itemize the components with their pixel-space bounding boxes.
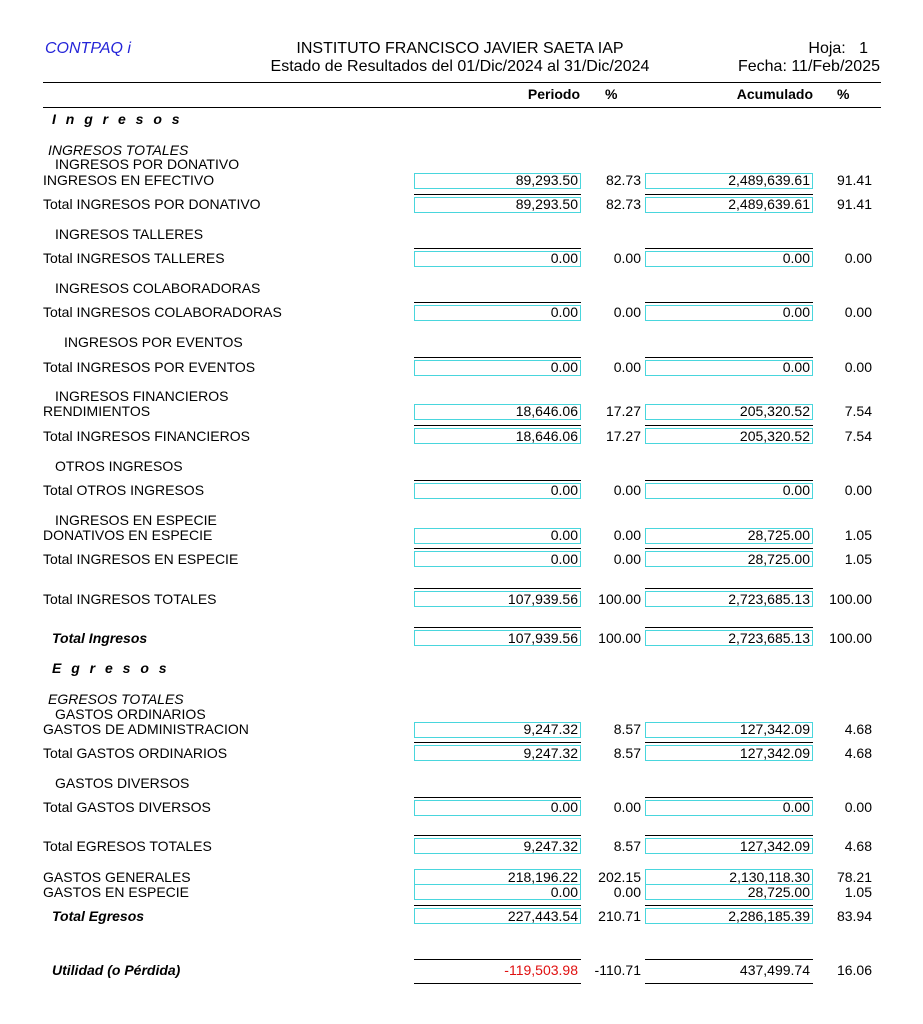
row-label: GASTOS EN ESPECIE xyxy=(43,884,190,900)
row-label: RENDIMIENTOS xyxy=(43,403,151,419)
row-label: DONATIVOS EN ESPECIE xyxy=(43,527,213,543)
section-egresos: E g r e s o s xyxy=(52,660,170,676)
group-financieros: INGRESOS FINANCIEROS xyxy=(55,388,229,404)
acumulado-rule xyxy=(645,357,813,358)
col-acumulado: Acumulado xyxy=(736,86,813,102)
periodo-value: 18,646.06 xyxy=(515,403,578,419)
acumulado-rule xyxy=(645,425,813,426)
periodo-value: 0.00 xyxy=(550,359,578,375)
row-label: Total INGRESOS FINANCIEROS xyxy=(43,428,250,444)
acumulado-rule xyxy=(645,959,813,960)
acumulado-value: 28,725.00 xyxy=(747,884,810,900)
pct-acum-value: 1.05 xyxy=(844,884,872,900)
group-otros: OTROS INGRESOS xyxy=(55,458,183,474)
pct-value: 202.15 xyxy=(598,869,641,885)
pct-acum-value: 0.00 xyxy=(844,482,872,498)
pct-acum-value: 91.41 xyxy=(836,172,872,188)
pct-value: 0.00 xyxy=(613,799,641,815)
acumulado-value: 2,723,685.13 xyxy=(728,630,810,646)
acumulado-value: 2,489,639.61 xyxy=(728,172,810,188)
report-date: Fecha: 11/Feb/2025 xyxy=(737,58,880,75)
acumulado-value: 28,725.00 xyxy=(747,551,810,567)
periodo-value: 89,293.50 xyxy=(515,172,578,188)
group-eventos: INGRESOS POR EVENTOS xyxy=(64,334,243,350)
pct-value: -110.71 xyxy=(594,962,641,978)
periodo-value: 9,247.32 xyxy=(523,838,578,854)
row-label: Total INGRESOS POR EVENTOS xyxy=(43,359,256,375)
pct-value: 0.00 xyxy=(613,250,641,266)
periodo-rule xyxy=(414,357,581,358)
acumulado-value: 2,723,685.13 xyxy=(728,591,810,607)
company-name: INSTITUTO FRANCISCO JAVIER SAETA IAP xyxy=(296,40,624,57)
periodo-value: 0.00 xyxy=(550,884,578,900)
periodo-value: 0.00 xyxy=(550,551,578,567)
pct-value: 8.57 xyxy=(613,721,641,737)
row-label: Total GASTOS ORDINARIOS xyxy=(43,745,228,761)
pct-acum-value: 4.68 xyxy=(844,721,872,737)
pct-value: 210.71 xyxy=(598,908,641,924)
row-label: GASTOS DE ADMINISTRACION xyxy=(43,721,249,737)
pct-value: 8.57 xyxy=(613,745,641,761)
periodo-rule xyxy=(414,425,581,426)
pct-value: 0.00 xyxy=(613,551,641,567)
periodo-rule xyxy=(414,905,581,906)
group-especie: INGRESOS EN ESPECIE xyxy=(55,512,217,528)
pct-value: 0.00 xyxy=(613,359,641,375)
acumulado-value: 0.00 xyxy=(782,250,810,266)
periodo-bottom-rule xyxy=(414,983,581,984)
pct-acum-value: 91.41 xyxy=(836,196,872,212)
periodo-rule xyxy=(414,548,581,549)
periodo-rule xyxy=(414,194,581,195)
acumulado-rule xyxy=(645,194,813,195)
col-pct: % xyxy=(605,86,618,102)
periodo-value: 89,293.50 xyxy=(515,196,578,212)
periodo-rule xyxy=(414,627,581,628)
report-title: Estado de Resultados del 01/Dic/2024 al 31/Dic/2024 xyxy=(270,58,650,75)
acumulado-value: 205,320.52 xyxy=(739,428,810,444)
subsection-egresos-totales: EGRESOS TOTALES xyxy=(48,691,184,707)
columns-divider xyxy=(43,107,881,108)
periodo-value: 107,939.56 xyxy=(507,630,578,646)
total-egresos-label: Total Egresos xyxy=(52,908,145,924)
acumulado-rule xyxy=(645,835,813,836)
pct-value: 82.73 xyxy=(605,172,641,188)
pct-value: 100.00 xyxy=(598,630,641,646)
page-label: Hoja: xyxy=(808,40,846,57)
subsection-ingresos-totales: INGRESOS TOTALES xyxy=(48,142,189,158)
pct-value: 8.57 xyxy=(613,838,641,854)
acumulado-value: 0.00 xyxy=(782,359,810,375)
periodo-value: 9,247.32 xyxy=(523,745,578,761)
row-label: Total INGRESOS TALLERES xyxy=(43,250,225,266)
acumulado-value: 0.00 xyxy=(782,799,810,815)
acumulado-rule xyxy=(645,480,813,481)
periodo-value: 0.00 xyxy=(550,527,578,543)
pct-acum-value: 83.94 xyxy=(836,908,872,924)
pct-acum-value: 78.21 xyxy=(836,869,872,885)
periodo-rule xyxy=(414,959,581,960)
pct-acum-value: 0.00 xyxy=(844,359,872,375)
acumulado-value: 127,342.09 xyxy=(739,838,810,854)
acumulado-value: 2,489,639.61 xyxy=(728,196,810,212)
pct-acum-value: 0.00 xyxy=(844,304,872,320)
acumulado-rule xyxy=(645,302,813,303)
pct-acum-value: 100.00 xyxy=(829,591,872,607)
acumulado-rule xyxy=(645,248,813,249)
row-label: Total GASTOS DIVERSOS xyxy=(43,799,211,815)
periodo-value: 0.00 xyxy=(550,482,578,498)
pct-acum-value: 4.68 xyxy=(844,745,872,761)
periodo-rule xyxy=(414,835,581,836)
acumulado-rule xyxy=(645,627,813,628)
pct-value: 0.00 xyxy=(613,884,641,900)
acumulado-rule xyxy=(645,905,813,906)
periodo-value: 0.00 xyxy=(550,304,578,320)
pct-value: 17.27 xyxy=(605,403,641,419)
periodo-value: 18,646.06 xyxy=(515,428,578,444)
pct-value: 100.00 xyxy=(598,591,641,607)
pct-acum-value: 4.68 xyxy=(844,838,872,854)
group-donativo: INGRESOS POR DONATIVO xyxy=(55,156,240,172)
row-label: Total INGRESOS TOTALES xyxy=(43,591,217,607)
pct-acum-value: 1.05 xyxy=(844,551,872,567)
acumulado-value: 2,286,185.39 xyxy=(728,908,810,924)
acumulado-value: 0.00 xyxy=(782,482,810,498)
periodo-rule xyxy=(414,480,581,481)
pct-value: 82.73 xyxy=(605,196,641,212)
pct-value: 0.00 xyxy=(613,527,641,543)
brand-name: CONTPAQ i xyxy=(45,40,131,57)
row-label: Total INGRESOS EN ESPECIE xyxy=(43,551,239,567)
periodo-rule xyxy=(414,302,581,303)
pct-acum-value: 100.00 xyxy=(829,630,872,646)
group-diversos: GASTOS DIVERSOS xyxy=(55,775,190,791)
row-label: GASTOS GENERALES xyxy=(43,869,191,885)
pct-acum-value: 7.54 xyxy=(844,403,872,419)
acumulado-rule xyxy=(645,588,813,589)
acumulado-value: 127,342.09 xyxy=(739,721,810,737)
page-value: 1 xyxy=(859,40,868,57)
utilidad-label: Utilidad (o Pérdida) xyxy=(52,962,181,978)
group-ordinarios: GASTOS ORDINARIOS xyxy=(55,706,206,722)
row-label: Total INGRESOS POR DONATIVO xyxy=(43,196,261,212)
acumulado-bottom-rule xyxy=(645,983,813,984)
acumulado-rule xyxy=(645,742,813,743)
pct-acum-value: 7.54 xyxy=(844,428,872,444)
pct-acum-value: 0.00 xyxy=(844,250,872,266)
acumulado-value: 437,499.74 xyxy=(739,962,810,978)
pct-value: 0.00 xyxy=(613,304,641,320)
acumulado-rule xyxy=(645,797,813,798)
row-label: Total INGRESOS COLABORADORAS xyxy=(43,304,282,320)
group-colaboradoras: INGRESOS COLABORADORAS xyxy=(55,280,261,296)
acumulado-rule xyxy=(645,548,813,549)
section-ingresos: I n g r e s o s xyxy=(52,111,183,127)
col-pct-acum: % xyxy=(837,86,850,102)
acumulado-value: 2,130,118.30 xyxy=(729,869,810,885)
periodo-value: 218,196.22 xyxy=(507,869,578,885)
group-talleres: INGRESOS TALLERES xyxy=(55,226,204,242)
pct-acum-value: 16.06 xyxy=(836,962,872,978)
col-periodo: Periodo xyxy=(527,86,580,102)
page-number xyxy=(808,40,868,58)
row-label: INGRESOS EN EFECTIVO xyxy=(43,172,215,188)
periodo-value: 9,247.32 xyxy=(523,721,578,737)
periodo-rule xyxy=(414,797,581,798)
acumulado-value: 0.00 xyxy=(782,304,810,320)
pct-value: 0.00 xyxy=(613,482,641,498)
row-label: Total EGRESOS TOTALES xyxy=(43,838,212,854)
pct-acum-value: 0.00 xyxy=(844,799,872,815)
acumulado-value: 205,320.52 xyxy=(739,403,810,419)
periodo-value: -119,503.98 xyxy=(504,962,578,978)
periodo-rule xyxy=(414,248,581,249)
periodo-value: 107,939.56 xyxy=(507,591,578,607)
header-divider xyxy=(43,82,881,83)
periodo-rule xyxy=(414,588,581,589)
periodo-value: 0.00 xyxy=(550,250,578,266)
total-ingresos-label: Total Ingresos xyxy=(52,630,148,646)
periodo-value: 0.00 xyxy=(550,799,578,815)
pct-value: 17.27 xyxy=(605,428,641,444)
row-label: Total OTROS INGRESOS xyxy=(43,482,205,498)
acumulado-value: 28,725.00 xyxy=(747,527,810,543)
periodo-value: 227,443.54 xyxy=(507,908,578,924)
acumulado-value: 127,342.09 xyxy=(739,745,810,761)
periodo-rule xyxy=(414,742,581,743)
pct-acum-value: 1.05 xyxy=(844,527,872,543)
